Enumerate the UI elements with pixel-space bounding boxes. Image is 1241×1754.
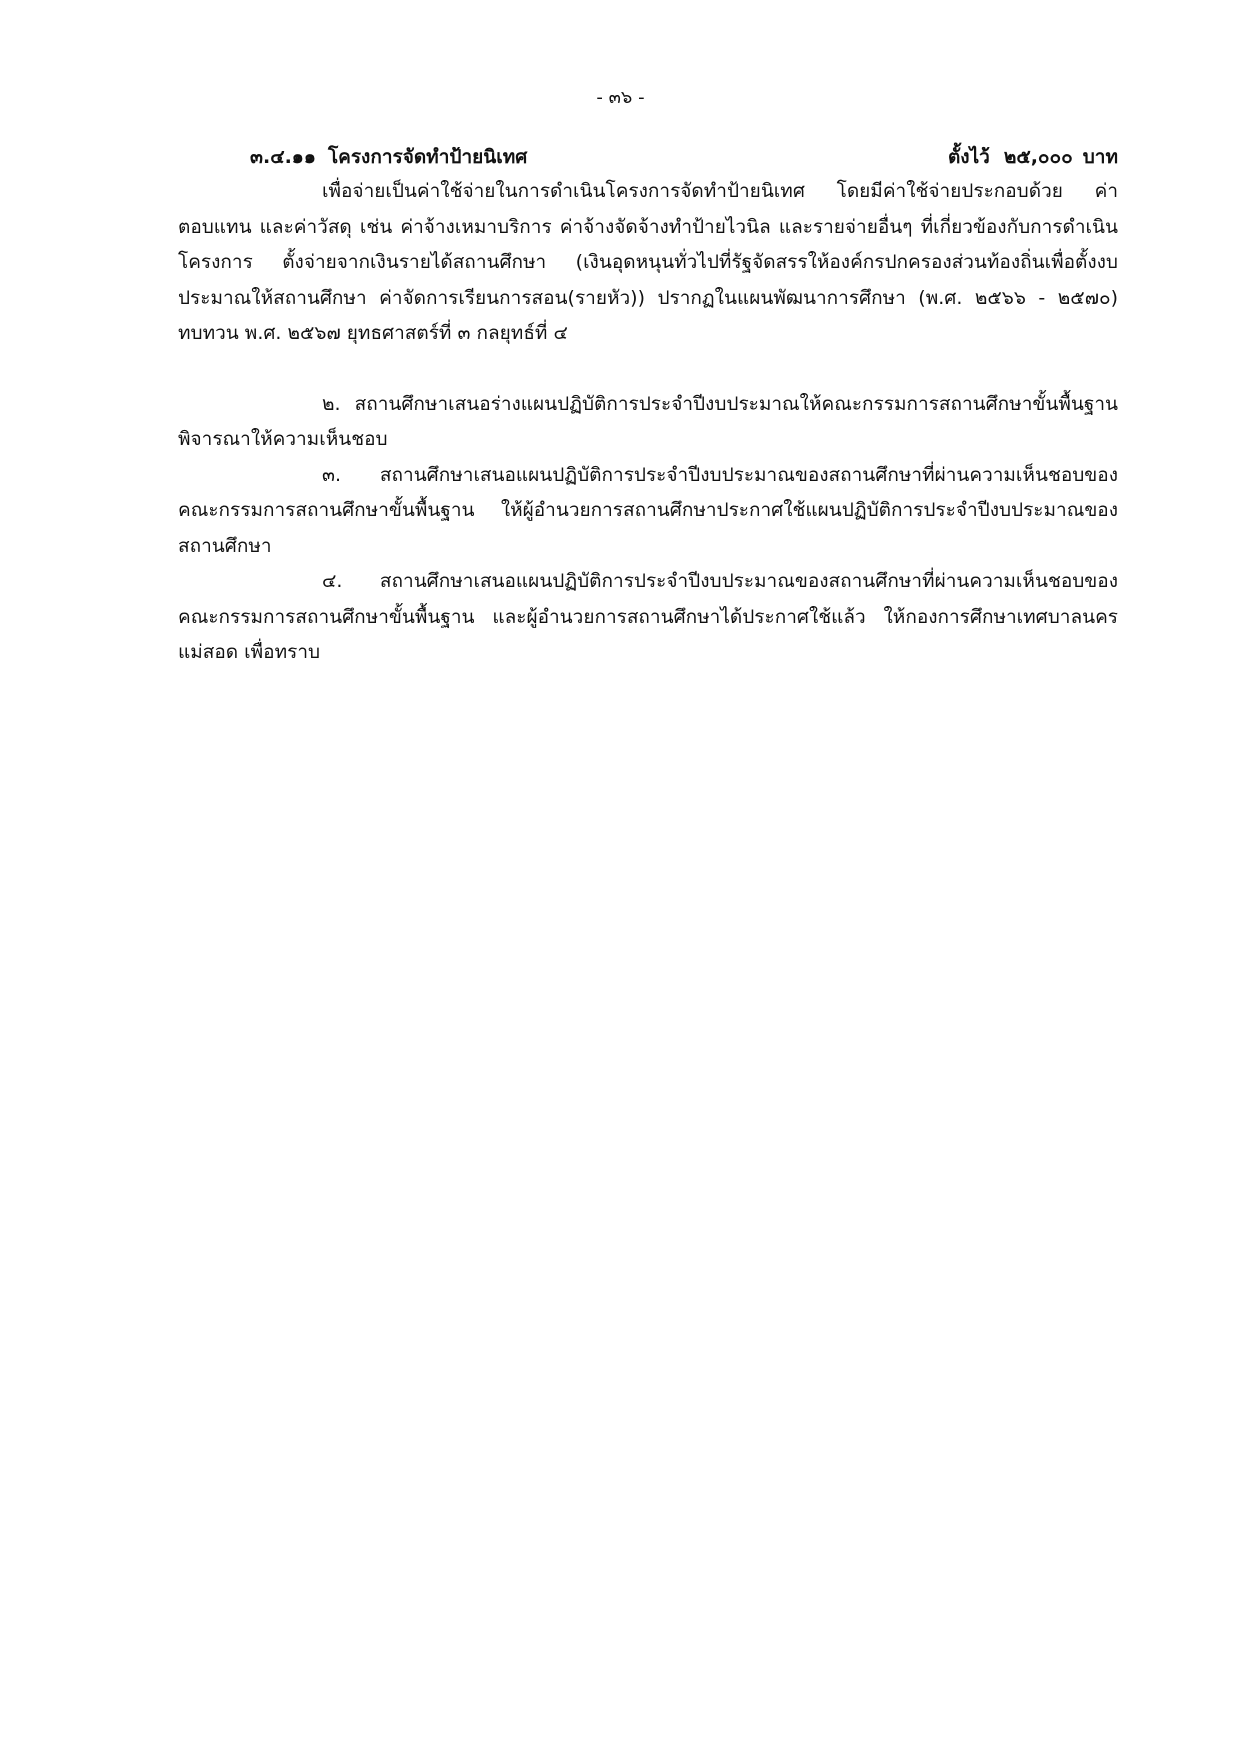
project-title-group xyxy=(250,142,527,172)
page-number: - ๓๖ - xyxy=(596,87,645,108)
step-4-paragraph: ๔. สถานศึกษาเสนอแผนปฏิบัติการประจำปีงบประมาณของสถานศึกษาที่ผ่านความเห็นชอบของคณะกรรมการสถานศึกษาขั้นพื้นฐาน และผู้อำนวยการสถานศึกษาได้ประกาศใช้แล้ว ให้กองการศึกษาเทศบาลนครแม่สอด เพื่อทราบ xyxy=(178,570,1118,663)
paragraph-gap xyxy=(178,352,1118,387)
budget-prefix: ตั้งไว้ xyxy=(947,146,990,168)
project-title: โครงการจัดทำป้ายนิเทศ xyxy=(327,146,528,168)
document-body xyxy=(178,142,1118,671)
step-2-paragraph: ๒. สถานศึกษาเสนอร่างแผนปฏิบัติการประจำปีงบประมาณให้คณะกรรมการสถานศึกษาขั้นพื้นฐานพิจารณาให้ความเห็นชอบ xyxy=(178,392,1118,450)
project-heading xyxy=(178,142,1118,172)
budget-unit: บาท xyxy=(1082,146,1118,168)
project-description: เพื่อจ่ายเป็นค่าใช้จ่ายในการดำเนินโครงการจัดทำป้ายนิเทศ โดยมีค่าใช้จ่ายประกอบด้วย ค่าตอบแทน และค่าวัสดุ เช่น ค่าจ้างเหมาบริการ ค่าจ้างจัดจ้างทำป้ายไวนิล และรายจ่ายอื่นๆ ที่เกี่ยวข้องกับการดำเนินโครงการ ตั้งจ่ายจากเงินรายได้สถานศึกษา (เงินอุดหนุนทั่วไปที่รัฐจัดสรรให้องค์กรปกครองส่วนท้องถิ่นเพื่อตั้งงบประมาณให้สถานศึกษา ค่าจัดการเรียนการสอน(รายหัว)) ปรากฏในแผนพัฒนาการศึกษา (พ.ศ. ๒๕๖๖ - ๒๕๗๐) ทบทวน พ.ศ. ๒๕๖๗ ยุทธศาสตร์ที่ ๓ กลยุทธ์ที่ ๔ xyxy=(178,180,1118,344)
project-number: ๓.๔.๑๑ xyxy=(250,146,316,168)
budget-amount: ๒๕,๐๐๐ xyxy=(1003,146,1073,168)
project-budget xyxy=(948,142,1118,172)
step-3-paragraph: ๓. สถานศึกษาเสนอแผนปฏิบัติการประจำปีงบประมาณของสถานศึกษาที่ผ่านความเห็นชอบของคณะกรรมการสถานศึกษาขั้นพื้นฐาน ให้ผู้อำนวยการสถานศึกษาประกาศใช้แผนปฏิบัติการประจำปีงบประมาณของสถานศึกษา xyxy=(178,463,1118,557)
